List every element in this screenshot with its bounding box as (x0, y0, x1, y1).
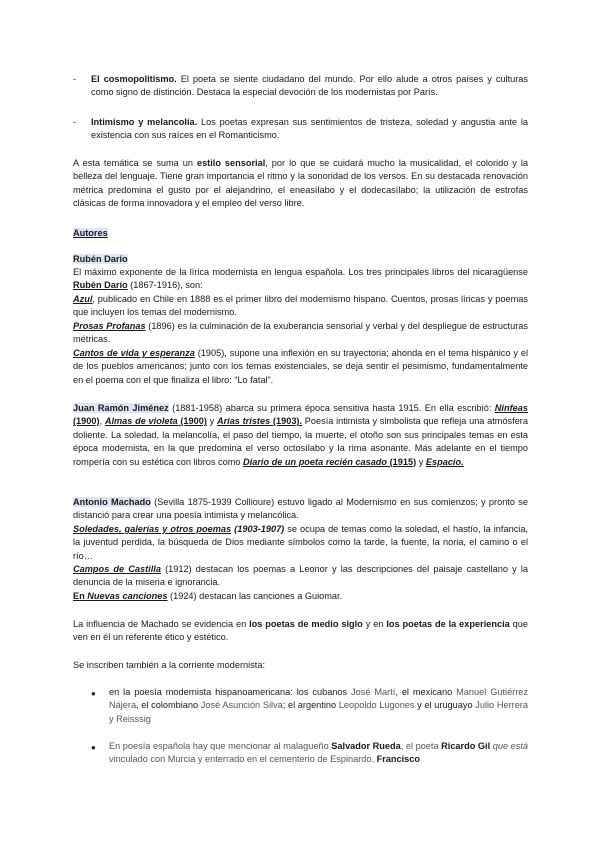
bullet-poesia-espanola: En poesía española hay que mencionar al malagueño Salvador Rueda, el poeta Ricardo Gil que está vinculado con Murcia y enterrado en el cementerio de Espinardo. Francisco (109, 741, 528, 765)
paragraph-inscriben: Se inscriben también a la corriente modernista: (73, 660, 266, 670)
list-item-cosmopolitismo: El cosmopolitismo. El poeta se siente ciudadano del mundo. Por ello alude a otros países y culturas como signo de distinción. Destaca la especial devoción de los modernistas por París. (91, 74, 528, 98)
paragraph-dario-azul: Azul, publicado en Chile en 1888 es el primer libro del modernismo hispano. Cuentos, prosas líricas y poemas que incluyen los temas del modernismo. (73, 294, 528, 318)
paragraph-estilo-sensorial: A esta temática se suma un estilo sensorial, por lo que se cuidará mucho la musicalidad, el colorido y la belleza del lenguaje. Tiene gran importancia el ritmo y la sonoridad de los versos. En su destacada renovación métrica predomina el gusto por el alejandrino, el eneasílabo y el dodecasílabo; la utilización de estrofas clásicas de forma innovadora y el empleo del verso libre. (73, 158, 528, 209)
paragraph-influencia: La influencia de Machado se evidencia en los poetas de medio siglo y en los poetas de la experiencia que ven en él un referente ético y estético. (73, 619, 528, 643)
paragraph-dario-intro: El máximo exponente de la lírica modernista en lengua española. Los tres principales libros del nicaragüense Rubén Darío (1867-1916), son: (73, 267, 528, 291)
paragraph-machado: Antonio Machado (Sevilla 1875-1939 Collioure) estuvo ligado al Modernismo en sus comienzos; y pronto se distanció para crear una poesía intimista y melancólica. (73, 497, 528, 521)
list-dash: - (73, 74, 77, 84)
list-dash: - (73, 117, 77, 127)
list-item-intimismo: Intimismo y melancolía. Los poetas expresan sus sentimientos de tristeza, soledad y angustia ante la existencia con sus raíces en el Romanticismo. (91, 117, 528, 141)
bullet-dot: ● (91, 743, 96, 752)
paragraph-dario-prosas: Prosas Profanas (1896) es la culminación de la exuberancia sensorial y verbal y del despliegue de estructuras métricas. (73, 321, 528, 345)
term-intimismo: Intimismo y melancolía. (91, 117, 198, 127)
term-cosmopolitismo: El cosmopolitismo. (91, 74, 177, 84)
paragraph-machado-soledades: Soledades, galerías y otros poemas (1903-1907) se ocupa de temas como la soledad, el hastío, la infancia, la juventud perdida, la búsqueda de Dios mediante símbolos como la tarde, la fuente, la noria, el camino o el río… (73, 524, 528, 561)
term-estilo-sensorial: estilo sensorial (196, 158, 266, 168)
heading-ruben-dario: Rubén Darío (73, 254, 128, 264)
bullet-dot: ● (91, 689, 96, 698)
paragraph-machado-campos: Campos de Castilla (1912) destacan los poemas a Leonor y las descripciones del paisaje castellano y la denuncia de la miseria e ignorancia. (73, 564, 528, 588)
paragraph-jimenez: Juan Ramón Jiménez (1881-1958) abarca su primera época sensitiva hasta 1915. En ella escribió: Ninfeas (1900), Almas de violeta (1900) y Arias tristes (1903). Poesía intimista y simbolista que refleja una atmósfera doliente. La soledad, la melancolía, el paso del tiempo, la muerte, el otoño son sus principales temas en esta época modernista, en la que predomina el verso octosílabo y la rima asonante. Más adelante en el tiempo rompería con su estética con libros como Diario de un poeta recién casado (1915) y Espacio. (73, 403, 528, 467)
paragraph-machado-nuevas: En Nuevas canciones (1924) destacan las canciones a Guiomar. (73, 591, 343, 601)
paragraph-dario-cantos: Cantos de vida y esperanza (1905), supone una inflexión en su trayectoria; ahonda en el tema hispánico y el de los pueblos americanos; junto con los temas existenciales, se deja sentir el pesimismo, fundamentalmente en el poema con el que finaliza el libro: “Lo fatal”. (73, 348, 528, 385)
heading-autores: Autores (73, 228, 108, 238)
bullet-hispanoamericana: en la poesía modernista hispanoamericana: los cubanos José Martí, el mexicano Manuel Gutiérrez Nájera, el colombiano José Asunción Silva; el argentino Leopoldo Lugones y el uruguayo Julio Herrera y Reisssig (109, 687, 529, 724)
